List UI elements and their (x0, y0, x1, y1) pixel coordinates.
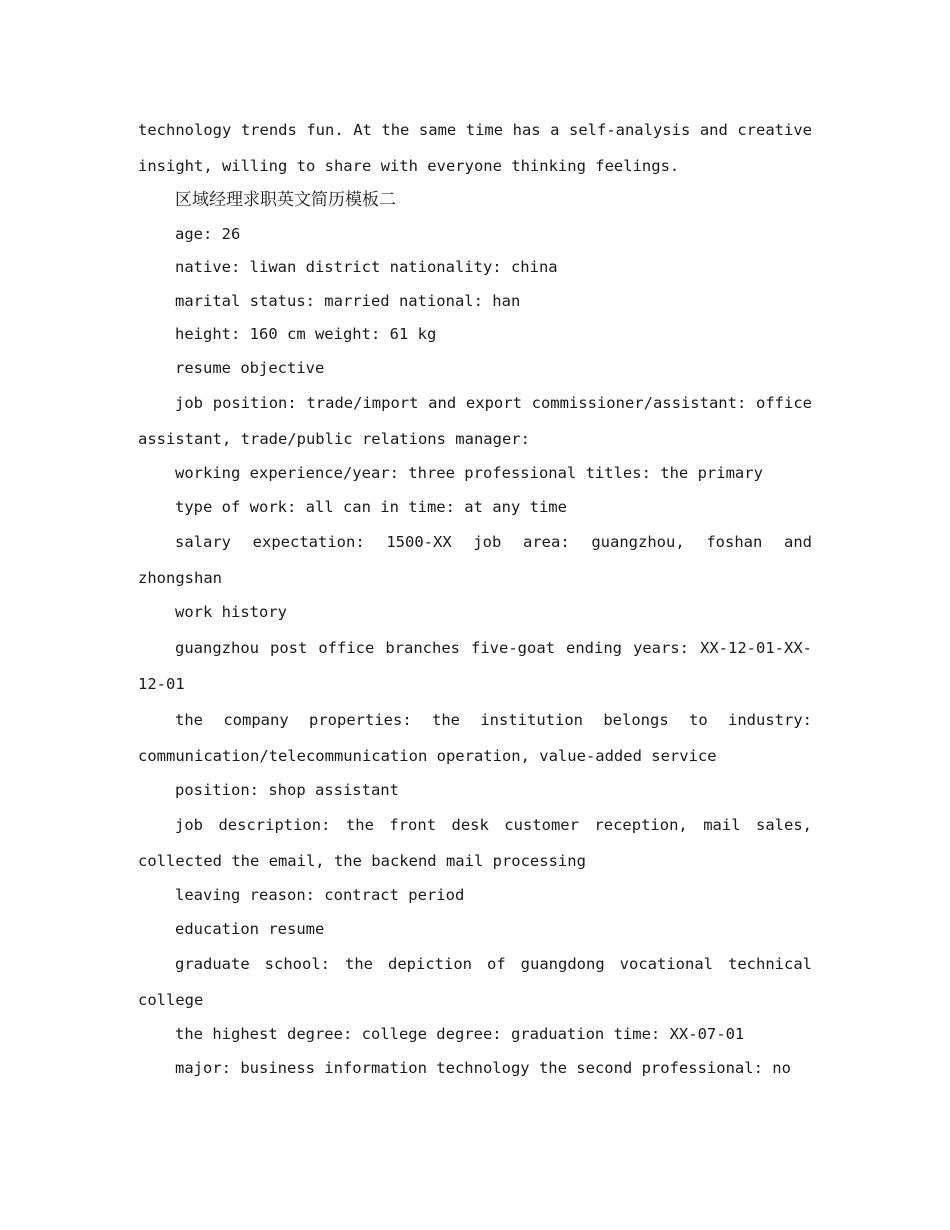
field-position: position: shop assistant (175, 780, 399, 799)
section-heading-resume-objective: resume objective (175, 358, 325, 377)
field-salary-expectation: salary expectation: 1500-XX job area: guangzhou, foshan and zhongshan (138, 533, 812, 587)
field-highest-degree: the highest degree: college degree: graduation time: XX-07-01 (175, 1025, 745, 1043)
field-working-experience: working experience/year: three professional titles: the primary (175, 464, 763, 482)
field-company-properties: the company properties: the institution belongs to industry: communication/telecommunication operation, value-added service (138, 710, 812, 765)
field-major: major: business information technology the second professional: no (175, 1058, 791, 1077)
field-employer: guangzhou post office branches five-goat ending years: XX-12-01-XX-12-01 (138, 638, 812, 693)
field-height-weight: height: 160 cm weight: 61 kg (175, 325, 437, 343)
field-job-description: job description: the front desk customer reception, mail sales, collected the email, the backend mail processing (138, 816, 812, 870)
field-age: age: 26 (175, 224, 241, 243)
section-heading-work-history: work history (175, 603, 287, 621)
field-native-nationality: native: liwan district nationality: china (175, 258, 558, 276)
section-heading-education-resume: education resume (175, 919, 325, 938)
document-body (138, 112, 812, 1085)
paragraph-intro-continuation: technology trends fun. At the same time has a self-analysis and creative insight, willing to share with everyone thinking feelings. (138, 121, 812, 175)
field-job-position: job position: trade/import and export commissioner/assistant: office assistant, trade/public relations manager: (138, 394, 812, 448)
field-type-of-work: type of work: all can in time: at any time (175, 497, 567, 516)
field-marital-status: marital status: married national: han (175, 291, 521, 310)
field-graduate-school: graduate school: the depiction of guangdong vocational technical college (138, 955, 812, 1009)
section-heading-resume-template-two: 区域经理求职英文简历模板二 (175, 190, 396, 210)
field-leaving-reason: leaving reason: contract period (175, 886, 465, 904)
